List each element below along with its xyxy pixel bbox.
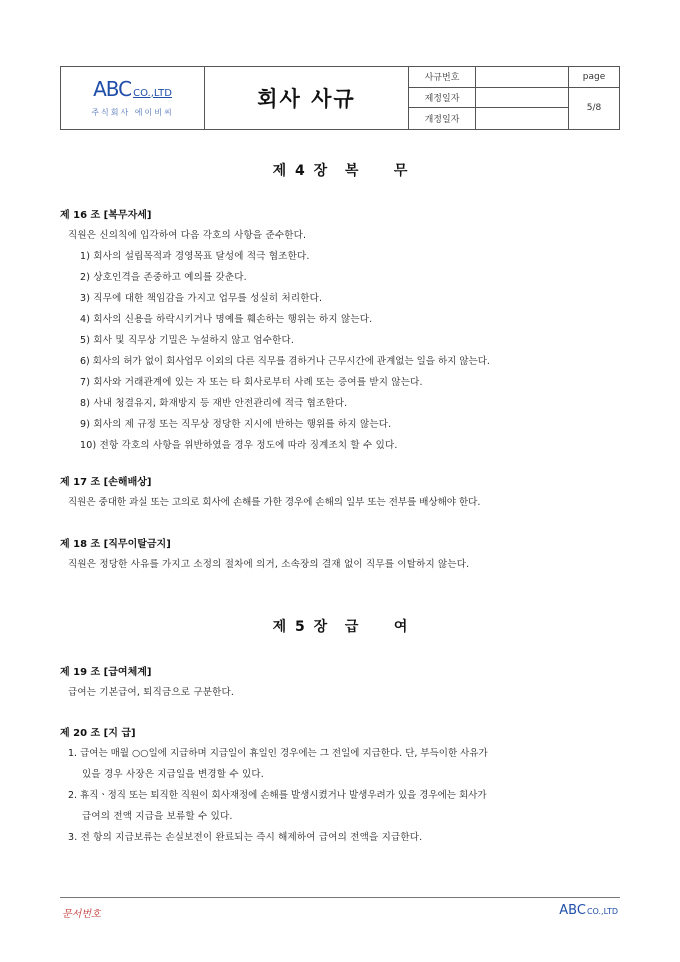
article-16-item: 9) 회사의 제 규정 또는 직무상 정당한 지시에 반하는 행위를 하지 않는다.	[80, 419, 392, 430]
article-20-line: 1. 급여는 매월 ○○일에 지급하며 지급일이 휴일인 경우에는 그 전일에 지급한다. 단, 부득이한 사유가	[68, 748, 488, 759]
article-20-line: 3. 전 항의 지급보류는 손실보전이 완료되는 즉시 해제하여 급여의 전액을 지급한다.	[68, 832, 423, 843]
article-20-line: 2. 휴직ㆍ정직 또는 퇴직한 직원이 회사재정에 손해를 발생시켰거나 발생우려가 있을 경우에는 회사가	[68, 790, 487, 801]
article-16-item: 10) 전항 각호의 사항을 위반하였을 경우 정도에 따라 징계조치 할 수 있다.	[80, 440, 398, 451]
meta-value-revised-date	[476, 108, 569, 129]
article-19-title: 제 19 조 [급여체계]	[60, 667, 152, 678]
article-17-text: 직원은 중대한 과실 또는 고의로 회사에 손해를 가한 경우에 손해의 일부 또는 전부를 배상해야 한다.	[68, 497, 481, 508]
article-16-item: 4) 회사의 신용을 하락시키거나 명예를 훼손하는 행위는 하지 않는다.	[80, 314, 373, 325]
meta-label-enacted-date: 제정일자	[409, 88, 476, 109]
article-18-text: 직원은 정당한 사유를 가지고 소정의 절차에 의거, 소속장의 결재 없이 직무를 이탈하지 않는다.	[68, 559, 470, 570]
company-logo	[61, 67, 205, 129]
article-20-line: 급여의 전액 지급을 보류할 수 있다.	[82, 811, 233, 822]
document-title: 회사 사규	[205, 67, 409, 129]
article-16-item: 8) 사내 청결유지, 화재방지 등 재반 안전관리에 적극 협조한다.	[80, 398, 348, 409]
chapter-5-heading: 제 5 장 급 여	[272, 619, 408, 635]
footer-document-number: 문서번호	[62, 909, 101, 920]
article-16-item: 3) 직무에 대한 책임감을 가지고 업무를 성실히 처리한다.	[80, 293, 323, 304]
logo-subtitle: 주식회사 에이비씨	[91, 107, 174, 117]
article-16-item: 1) 회사의 설립목적과 경영목표 달성에 적극 협조한다.	[80, 251, 310, 262]
article-16-item: 5) 회사 및 직무상 기밀은 누설하지 않고 엄수한다.	[80, 335, 295, 346]
article-19-text: 급여는 기본급여, 퇴직금으로 구분한다.	[68, 687, 235, 698]
meta-value-regulation-number	[476, 67, 569, 88]
footer-logo: ABCCO.,LTD	[559, 903, 618, 918]
meta-label-revised-date: 개정일자	[409, 108, 476, 129]
document-meta-table	[409, 67, 619, 129]
article-18-title: 제 18 조 [직무이탈금지]	[60, 539, 171, 550]
article-16-item: 2) 상호인격을 존중하고 예의를 갖춘다.	[80, 272, 247, 283]
chapter-4-heading: 제 4 장 복 무	[272, 163, 408, 179]
meta-label-regulation-number: 사규번호	[409, 67, 476, 88]
article-16-item: 7) 회사와 거래관계에 있는 자 또는 타 회사로부터 사례 또는 증여를 받지 않는다.	[80, 377, 423, 388]
footer-divider	[60, 897, 620, 898]
page-label: page	[569, 67, 619, 88]
article-16-title: 제 16 조 [복무자세]	[60, 210, 152, 221]
document-header	[60, 66, 620, 130]
article-16-intro: 직원은 신의칙에 입각하여 다음 각호의 사항을 준수한다.	[68, 230, 307, 241]
article-20-line: 있을 경우 사장은 지급일을 변경할 수 있다.	[82, 769, 264, 780]
article-17-title: 제 17 조 [손해배상]	[60, 477, 152, 488]
article-16-item: 6) 회사의 허가 없이 회사업무 이외의 다른 직무를 겸하거나 근무시간에 관계없는 일을 하지 않는다.	[80, 356, 490, 367]
meta-value-enacted-date	[476, 88, 569, 109]
article-20-title: 제 20 조 [지 급]	[60, 728, 136, 739]
logo-text: ABC CO.,LTD	[93, 76, 172, 101]
page-number: 5/8	[586, 103, 602, 114]
